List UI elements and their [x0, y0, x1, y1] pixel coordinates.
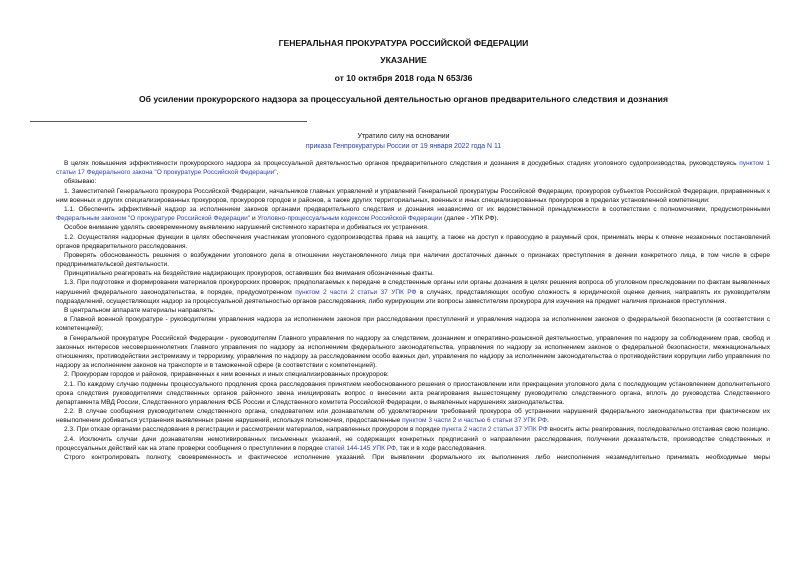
paragraph-text: в Генеральной прокуратуре Российской Федерации - руководителям Главного управления по надзору за следствием, дознанием и оперативно-розыскной деятельностью, управления по надзору за соблюдением прав, свобод и законных интересов несовершеннолетних Главного управления по надзору за исполнением федерального законодательства, управления по надзору за исполнением законов о федеральной безопасности, межнациональных отношениях, противодействии экстремизму и терроризму, управления по надзору за расследованием особо важных дел, управления по надзору за исполнением законодательства о противодействии коррупции либо управления по надзору за исполнением законов на транспорте и в таможенной сфере (в соответствии с компетенцией).	[56, 334, 770, 370]
paragraph-text: В целях повышения эффективности прокурорского надзора за процессуальной деятельностью органов предварительного следствия и дознания в досудебных стадиях уголовного судопроизводства, руководствуясь	[64, 160, 740, 167]
paragraph-text: 2. Прокурорам городов и районов, приравненных к ним военных и иных специализированных прокуроров:	[64, 371, 389, 379]
paragraph-text: В центральном аппарате материалы направлять:	[64, 307, 215, 314]
divider-rule	[30, 121, 307, 122]
paragraph	[56, 233, 770, 251]
paragraph-text: в Главной военной прокуратуре - руководителям управления надзора за исполнением законов при расследовании преступлений и управления надзора за исполнением законов о федеральной безопасности (в соответствии с компетенцией);	[56, 316, 770, 333]
paragraph	[56, 187, 770, 205]
paragraph-text: 2.3. При отказе органами расследования в регистрации и рассмотрении материалов, направленных прокурором в порядке	[64, 426, 442, 434]
legal-reference-link[interactable]: Уголовно-процессуальным кодексом Российской Федерации	[257, 215, 443, 223]
paragraph	[56, 315, 770, 333]
legal-reference-link[interactable]: Федеральным законом "О прокуратуре Российской Федерации"	[56, 215, 251, 223]
paragraph	[56, 251, 770, 269]
paragraph-text: 2.1. По каждому случаю подмены процессуального продления срока расследования принятием необоснованного решения о приостановлении или прекращении уголовного дела с последующим установлением дополнительного срока следствия руководителями следственных органов районного звена инициировать вопрос о внесении акта реагирования вышестоящему руководителю следственного органа, вплоть до руководства Следственного департамента МВД России, Следственного управления ФСБ России и Следственного комитета Российской Федерации, о выявленных нарушениях законодательства.	[56, 380, 770, 406]
paragraph-text: обязываю:	[64, 178, 97, 186]
paragraph	[56, 269, 770, 278]
paragraph	[56, 223, 770, 232]
paragraph-text: Принципиально реагировать на бездействие надзирающих прокуроров, оставивших без внимания обозначенные факты.	[64, 270, 434, 278]
paragraph	[56, 205, 770, 223]
paragraph-text: в случаях, представляющих особую сложность в юридической оценке деяния, направлять их руководителям подразделений, осуществляющих надзор за процессуальной деятельностью органов расследования, либо курирующим эти вопросы заместителям прокурора для изучения на предмет наличия признаков преступления.	[56, 288, 770, 305]
repeal-order-link[interactable]: приказа Генпрокуратуры России от 19 января 2022 года N 11	[305, 143, 502, 150]
legal-reference-link[interactable]: пунктом 2 части 2 статьи 37 УПК РФ	[295, 288, 417, 296]
paragraph	[56, 159, 770, 177]
paragraph	[56, 453, 770, 462]
status-link-wrap	[0, 142, 807, 152]
paragraph-text: , так и в ходе расследования.	[396, 444, 486, 452]
paragraph	[56, 334, 770, 371]
paragraph-text: (далее - УПК РФ).	[442, 215, 499, 223]
paragraph-text: 2.4. Исключить случаи дачи дознавателям немотивированных письменных указаний, не содержащих конкретных предписаний о направлении расследования, получении доказательств, производстве следственных и процессуальных действий как на этапе проверки сообщения о преступлении в порядке	[56, 435, 770, 452]
paragraph	[56, 370, 770, 379]
doc-type: УКАЗАНИЕ	[380, 55, 427, 65]
paragraph	[56, 380, 770, 408]
paragraph	[56, 177, 770, 186]
paragraph-text: ,	[276, 169, 279, 177]
paragraph	[56, 407, 770, 425]
doc-date-number: от 10 октября 2018 года N 653/36	[334, 73, 473, 83]
document-body	[56, 159, 770, 462]
legal-reference-link[interactable]: пункта 2 части 2 статьи 37 УПК РФ	[441, 426, 548, 434]
paragraph-text: Проверять обоснованность решения о возбуждении уголовного дела в отношении неустановленного лица при наличии достаточных данных о признаках преступления в деянии конкретного лица, в том числе в сфере предпринимательской деятельности.	[56, 251, 770, 269]
paragraph-text: Строго контролировать полноту, своевременность и фактическое исполнение указаний. При выявлении формального их выполнения либо неисполнения незамедлительно принимать необходимые меры	[64, 454, 770, 461]
legal-reference-link[interactable]: пунктом 1 статьи 17 Федерального закона "О прокуратуре Российской Федерации"	[56, 160, 770, 177]
paragraph	[56, 425, 770, 434]
paragraph-text: 2.2. В случае сообщения руководителем следственного органа, следователем или дознавателем об удовлетворении требований прокурора об устранении нарушений федерального законодательства при фактическом их невыполнении добиваться устранения выявленных ранее нарушений, используя полномочия, предоставленные	[56, 408, 770, 425]
legal-reference-link[interactable]: статей 144-145 УПК РФ	[324, 444, 397, 452]
paragraph	[56, 435, 770, 453]
paragraph-text: Особое внимание уделять своевременному выявлению нарушений системного характера и добиваться их устранения.	[64, 224, 429, 232]
legal-reference-link[interactable]: пунктом 3 части 2 и частью 6 статьи 37 УПК РФ	[402, 417, 547, 425]
paragraph-text: .	[546, 417, 549, 425]
org-name: ГЕНЕРАЛЬНАЯ ПРОКУРАТУРА РОССИЙСКОЙ ФЕДЕРАЦИИ	[278, 38, 529, 48]
paragraph-text: 1.2. Осуществляя надзорные функции в целях обеспечения участникам уголовного судопроизводства права на защиту, а также на доступ к правосудию в разумный срок, принимать меры к отмене незаконных постановлений органов предварительного расследования.	[56, 233, 770, 250]
paragraph	[56, 306, 770, 315]
paragraph	[56, 278, 770, 306]
doc-title: Об усилении прокурорского надзора за процессуальной деятельностью органов предварительного следствия и дознания	[139, 94, 668, 104]
paragraph-text: вносить акты реагирования, последовательно отстаивая свою позицию.	[547, 426, 770, 434]
paragraph-text: и	[250, 215, 258, 223]
status-note: Утратило силу на основании	[357, 133, 450, 140]
paragraph-text: 1.3. При подготовке и формировании материалов прокурорских проверок, предполагаемых к передаче в следственные органы или органы дознания в целях решения вопроса об уголовном преследовании по фактам выявленных нарушений федерального законодательства, в порядке, предусмотренном	[56, 279, 770, 296]
paragraph-text: 1.1. Обеспечить эффективный надзор за исполнением законов органами предварительного следствия и дознания независимо от их ведомственной принадлежности в соответствии с полномочиями, предусмотренными	[64, 205, 770, 213]
paragraph-text: 1. Заместителей Генерального прокурора Российской Федерации, начальников главных управлений и управлений Генеральной прокуратуры Российской Федерации, прокуроров субъектов Российской Федерации, приравненных к ним военных и других специализированных прокуроров, прокуроров городов и районов, а также других территориальных, военных и иных специализированных прокуроров в пределах установленной компетенции:	[56, 187, 770, 204]
